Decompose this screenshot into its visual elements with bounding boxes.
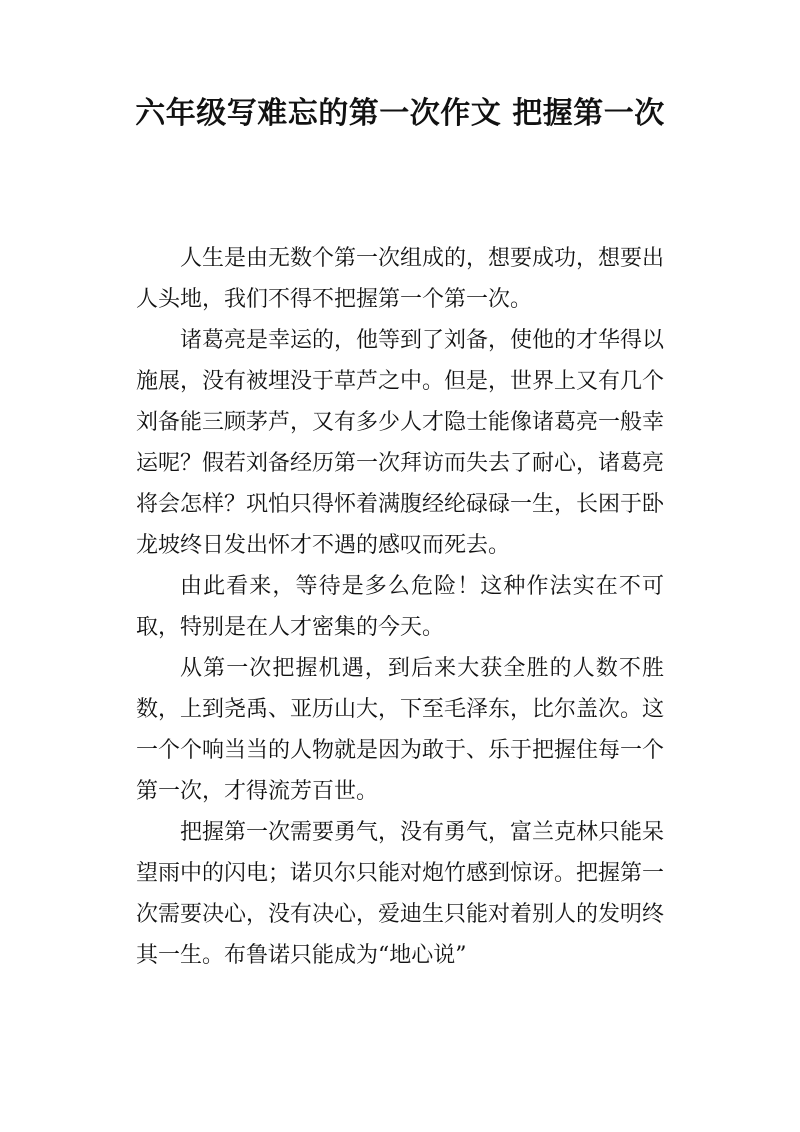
- document-title: 六年级写难忘的第一次作文 把握第一次: [135, 96, 665, 131]
- paragraph: 由此看来，等待是多么危险！这种作法实在不可取，特别是在人才密集的今天。: [136, 574, 664, 640]
- paragraph: 把握第一次需要勇气，没有勇气，富兰克林只能呆望雨中的闪电；诺贝尔只能对炮竹感到惊讶。把握第一次需要决心，没有决心，爱迪生只能对着别人的发明终其一生。布鲁诺只能成为“地心说”: [136, 820, 665, 968]
- document-body: [136, 238, 664, 976]
- paragraph: 人生是由无数个第一次组成的，想要成功，想要出人头地，我们不得不把握第一个第一次。: [136, 246, 665, 312]
- paragraph: 从第一次把握机遇，到后来大获全胜的人数不胜数，上到尧禹、亚历山大，下至毛泽东，比尔盖次。这一个个响当当的人物就是因为敢于、乐于把握住每一个第一次，才得流芳百世。: [136, 656, 665, 804]
- paragraph: 诸葛亮是幸运的，他等到了刘备，使他的才华得以施展，没有被埋没于草芦之中。但是，世界上又有几个刘备能三顾茅芦，又有多少人才隐士能像诸葛亮一般幸运呢？假若刘备经历第一次拜访而失去了耐心，诸葛亮将会怎样？巩怕只得怀着满腹经纶碌碌一生，长困于卧龙坡终日发出怀才不遇的感叹而死去。: [136, 328, 665, 558]
